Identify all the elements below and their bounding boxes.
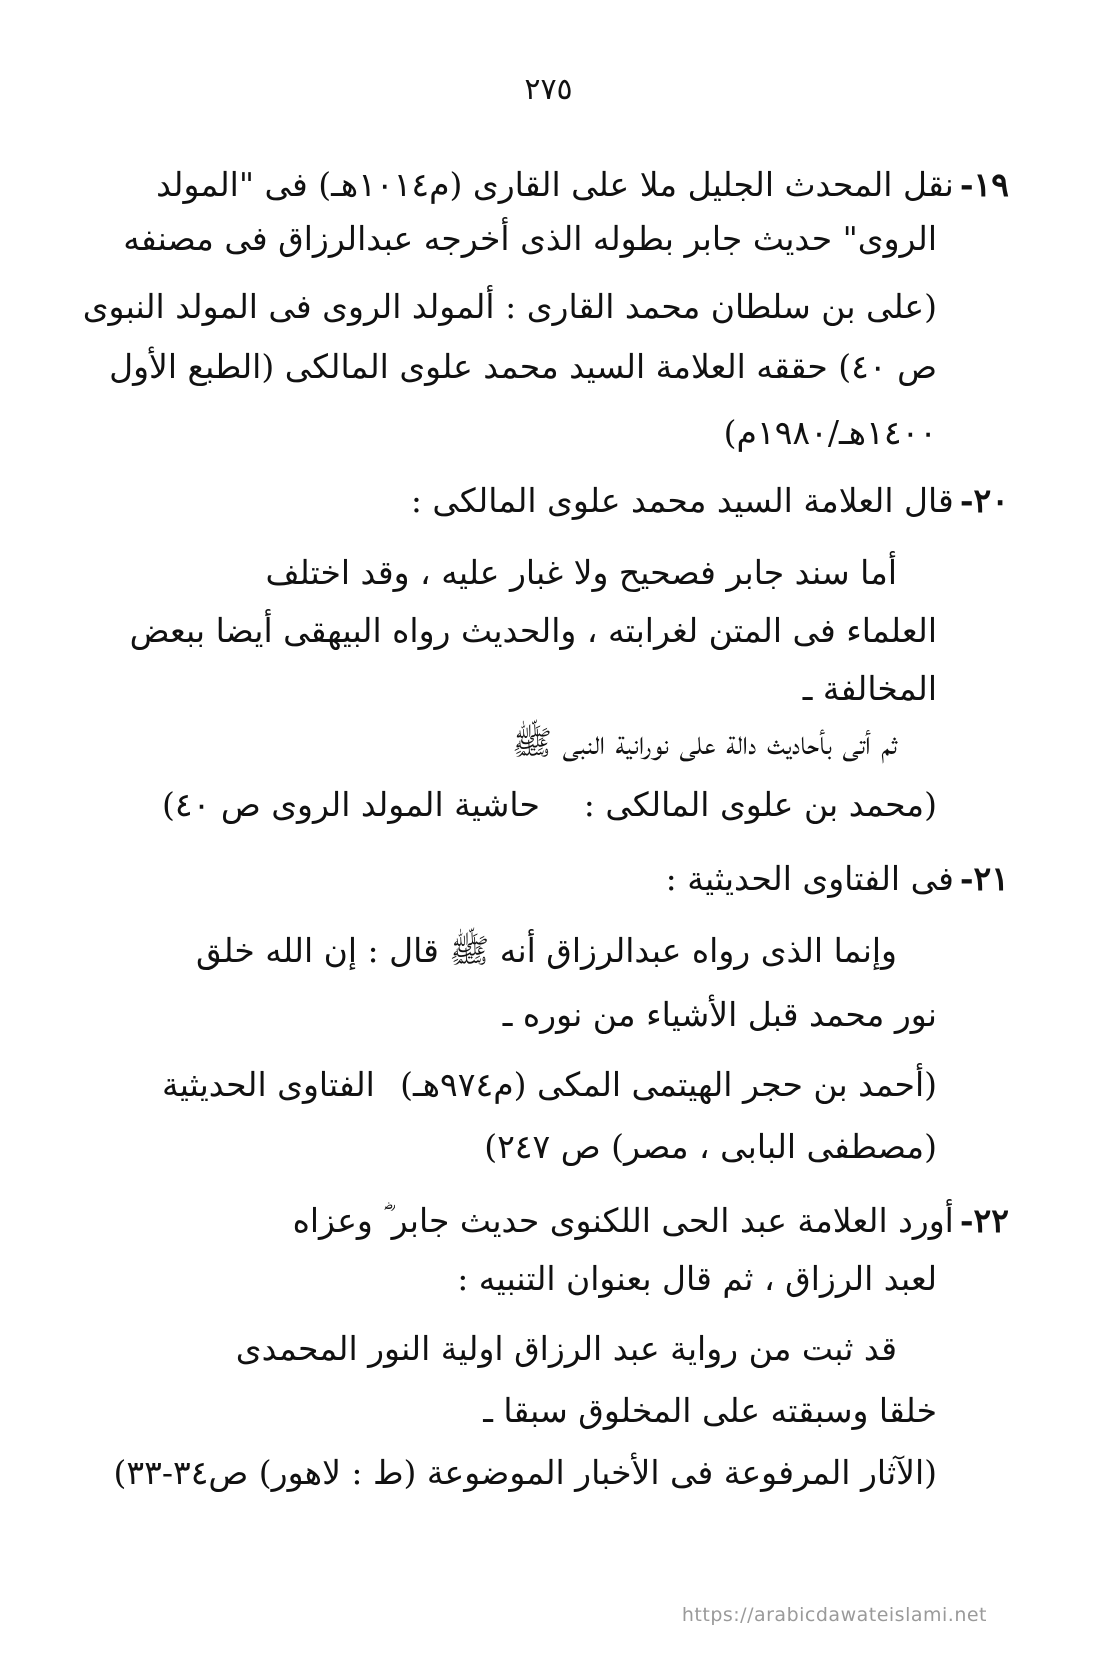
section-21-citation-2: (مصطفى البابى ، مصر) ص ٢٤٧) [484,1127,937,1166]
section-21-citation [162,1060,937,1110]
section-19-line-5: ١٤٠٠هـ/١٩٨٠م) [723,413,937,452]
section-20-quote-4: ثم أتى بأحاديث دالة على نورانية النبى ﷺ [512,723,897,762]
section-number: ٢٠- [959,481,1009,520]
section-19-line-2: الروى" حديث جابر بطوله الذى أخرجه عبدالرزاق فى مصنفه [123,219,937,258]
section-22-line-2: لعبد الرزاق ، ثم قال بعنوان التنبيه : [457,1259,937,1298]
citation-source: حاشية المولد الروى ص ٤٠) [162,785,540,824]
section-number: ١٩- [959,165,1009,204]
section-number: ٢١- [959,859,1009,898]
section-21-quote-2: نور محمد قبل الأشياء من نوره ـ [502,995,937,1034]
section-number: ٢٢- [959,1201,1009,1240]
section-22-quote-1: قد ثبت من رواية عبد الرزاق اولية النور المحمدى [235,1329,897,1368]
citation-source: الفتاوى الحديثية [162,1065,375,1104]
section-20-quote-2: العلماء فى المتن لغرابته ، والحديث رواه البيهقى أيضا ببعض [129,611,937,650]
section-22-citation: (الآثار المرفوعة فى الأخبار الموضوعة (ط : لاهور) ص٣٤-٣٣) [113,1453,937,1492]
citation-author: (محمد بن علوى المالكى : [583,785,937,824]
section-20-citation [162,780,937,830]
section-20-quote-1: أما سند جابر فصحيح ولا غبار عليه ، وقد اختلف [265,553,897,592]
watermark-url: https://arabicdawateislami.net [681,1604,987,1626]
section-22-quote-2: خلقا وسبقته على المخلوق سبقا ـ [483,1391,937,1430]
section-19-line-3: (على بن سلطان محمد القارى : ألمولد الروى فى المولد النبوى [82,287,937,326]
section-22-line-1: ٢٢-أورد العلامة عبد الحى اللكنوى حديث جابر ؓ وعزاه [292,1201,1009,1240]
citation-author: (أحمد بن حجر الهيتمى المكى (م٩٧٤هـ) [400,1065,937,1104]
section-21-line-1: ٢١-فى الفتاوى الحديثية : [665,859,1009,898]
section-19-line-1: ١٩-نقل المحدث الجليل ملا على القارى (م١٠١٤هـ) فى "المولد [156,165,1009,204]
page-number: ٢٧٥ [524,72,573,107]
section-21-quote-1: وإنما الذى رواه عبدالرزاق أنه ﷺ قال : إن الله خلق [195,931,897,970]
section-20-quote-3: المخالفة ـ [802,669,937,708]
section-19-line-4: ص ٤٠) حققه العلامة السيد محمد علوى المالكى (الطبع الأول [109,347,937,386]
section-20-line-1: ٢٠-قال العلامة السيد محمد علوى المالكى : [410,481,1009,520]
